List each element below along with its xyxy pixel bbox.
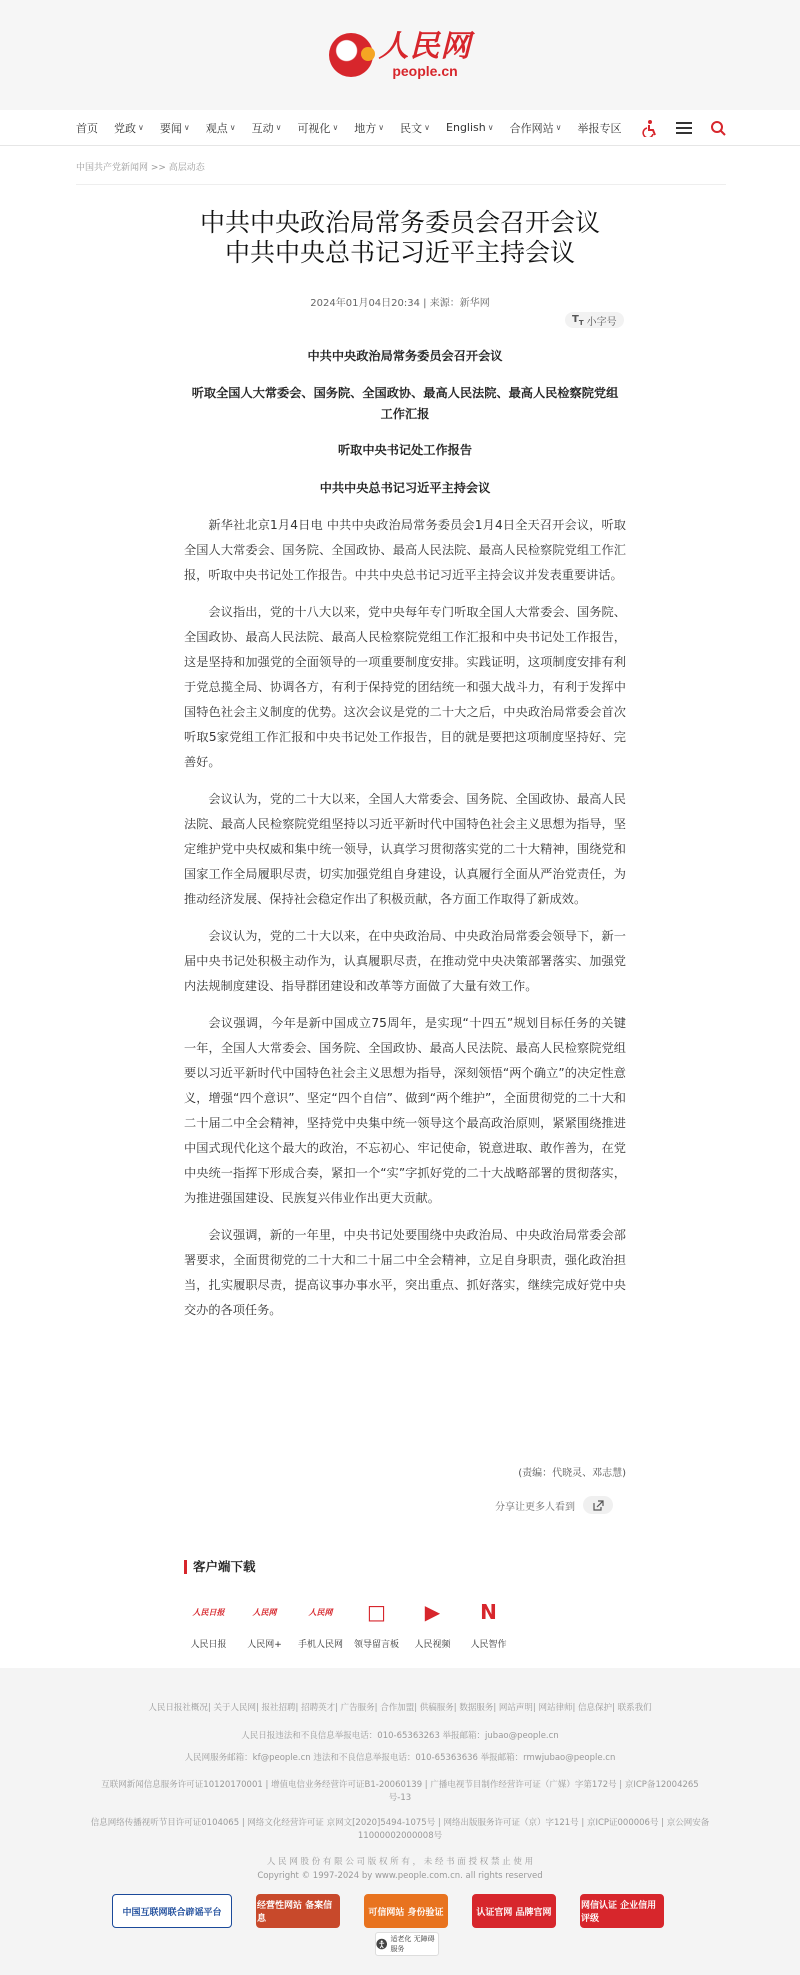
app-icon: N — [469, 1592, 509, 1632]
nav-item[interactable] — [206, 120, 236, 136]
footer-license-line: 信息网络传播视听节目许可证0104065 | 网络文化经营许可证 京网文[2020]5494-1075号 | 网络出版服务许可证（京）字121号 | 京ICP证000006号 | 京公网安备 — [90, 1818, 710, 1828]
nav-item-label: 观点 — [205, 121, 228, 135]
app-download-item[interactable] — [242, 1592, 287, 1650]
paragraph: 会议认为，党的二十大以来，全国人大常委会、国务院、全国政协、最高人民法院、最高人民检察院党组坚持以习近平新时代中国特色社会主义思想为指导，坚定维护党中央权威和集中统一领导，认真学习贯彻落实党的二十大精神，围绕党和国家工作全局履职尽责，切实加强党组自身建设，认真履行全面从严治党责任，为推动经济发展、保持社会稳定作出了积极贡献，各方面工作取得了新成效。 — [184, 792, 626, 906]
footer-license-line: 互联网新闻信息服务许可证10120170001 | 增值电信业务经营许可证B1-20060139 | 广播电视节目制作经营许可证（广媒）字第172号 | 京ICP备12004265 — [101, 1780, 699, 1790]
divider — [76, 184, 726, 185]
title-line-1: 中共中央政治局常务委员会召开会议 — [199, 208, 600, 237]
paragraph: 新华社北京1月4日电 中共中央政治局常务委员会1月4日全天召开会议，听取全国人大常委会、国务院、全国政协、最高人民法院、最高人民检察院党组工作汇报，听取中央书记处工作报告。中共中央总书记习近平主持会议并发表重要讲话。 — [184, 518, 626, 582]
font-size-label: 小字号 — [586, 316, 617, 328]
share-bar — [495, 1496, 613, 1514]
font-size-toggle[interactable] — [565, 312, 624, 328]
paragraph: 会议认为，党的二十大以来，在中央政治局、中央政治局常委会领导下，新一届中央书记处积极主动作为，认真履职尽责，在推动党中央决策部署落实、加强党内法规制度建设、指导群团建设和改革等方面做了大量有效工作。 — [184, 929, 626, 993]
chevron-down-icon: ∨ — [229, 123, 236, 132]
app-icon: 人民网 — [245, 1592, 285, 1632]
share-button[interactable] — [583, 1496, 613, 1514]
paragraph: 会议强调，今年是新中国成立75周年，是实现“十四五”规划目标任务的关键一年，全国人大常委会、国务院、全国政协、最高人民法院、最高人民检察院党组要以习近平新时代中国特色社会主义思想为指导，深刻领悟“两个确立”的决定性意义，增强“四个意识”、坚定“四个自信”、做到“两个维护”，全面贯彻党的二十大和二十届二中全会精神，坚持党中央集中统一领导这个最高政治原则，紧紧围绕推进中国式现代化这个最大的政治，不忘初心、牢记使命，锐意进取、敢作善为，在党中央统一指挥下形成合奏，紧扣一个“实”字抓好党的二十大战略部署的贯彻落实，为推进强国建设、民族复兴伟业作出更大贡献。 — [184, 1016, 626, 1205]
paragraph: 会议指出，党的十八大以来，党中央每年专门听取全国人大常委会、国务院、全国政协、最高人民法院、最高人民检察院党组工作汇报和中央书记处工作报告，这是坚持和加强党的全面领导的一项重要制度安排。实践证明，这项制度安排有利于党总揽全局、协调各方，有利于保持党的团结统一和强大战斗力，有利于发挥中国特色社会主义制度的优势。这次会议是党的二十大之后，中央政治局常委会首次听取5家党组工作汇报和中央书记处工作报告，目的就是要把这项制度坚持好、完善好。 — [184, 605, 626, 769]
site-header — [0, 0, 800, 110]
nav-item-label: 首页 — [76, 121, 98, 135]
accessibility-icon — [376, 1937, 387, 1951]
article-meta: 2024年01月04日20:34 | 来源：新华网 — [310, 298, 490, 309]
footer-service-line: 人民网服务邮箱：kf@people.cn 违法和不良信息举报电话：010-65363636 举报邮箱：rmwjubao@people.cn — [184, 1753, 616, 1763]
nav-item-label: 互动 — [251, 121, 274, 135]
font-size-icon: $T_T$ — [572, 313, 584, 327]
footer-license-line: 11000002000008号 — [357, 1831, 443, 1841]
site-logo[interactable] — [329, 31, 472, 79]
app-label: 手机人民网 — [298, 1640, 344, 1650]
nav-item[interactable] — [446, 120, 494, 136]
nav-item-label: English — [446, 121, 486, 134]
chevron-down-icon: ∨ — [424, 123, 431, 132]
footer-license-line: 号-13 — [388, 1793, 412, 1803]
nav-item[interactable] — [114, 120, 144, 136]
trust-badge[interactable]: 经营性网站 备案信息 — [256, 1894, 340, 1928]
trust-badge[interactable]: 网信认证 企业信用评级 — [580, 1894, 664, 1928]
nav-item[interactable] — [252, 120, 282, 136]
app-download-item[interactable] — [298, 1592, 343, 1650]
nav-item-label: 地方 — [354, 121, 377, 135]
nav-item[interactable] — [510, 120, 562, 136]
nav-item-label: 民文 — [400, 121, 423, 135]
nav-item-label: 党政 — [114, 121, 136, 135]
app-download-item[interactable] — [354, 1592, 399, 1650]
chevron-down-icon: ∨ — [332, 123, 339, 132]
share-icon — [593, 1500, 604, 1511]
logo-mark-icon — [329, 33, 373, 77]
nav-item-label: 要闻 — [159, 121, 182, 135]
logo-english: people.cn — [392, 63, 458, 79]
nav-item-label: 合作网站 — [509, 121, 554, 135]
subheading: 中共中央总书记习近平主持会议 — [319, 481, 491, 495]
trust-badges — [112, 1894, 664, 1928]
accessibility-icon[interactable] — [641, 119, 659, 137]
nav-item-label: 可视化 — [297, 121, 331, 135]
chevron-down-icon: ∨ — [183, 123, 190, 132]
article-body — [184, 344, 626, 1323]
menu-icon[interactable] — [675, 119, 693, 137]
app-download-item[interactable] — [410, 1592, 455, 1650]
app-icon: 人民日报 — [189, 1592, 229, 1632]
search-icon[interactable] — [709, 119, 727, 137]
footer-links[interactable]: 人民日报社概况| 关于人民网| 报社招聘| 招聘英才| 广告服务| 合作加盟| 供稿服务| 数据服务| 网站声明| 网站律师| 信息保护| 联系我们 — [148, 1703, 652, 1713]
chevron-down-icon: ∨ — [275, 123, 282, 132]
footer-copyright: Copyright © 1997-2024 by www.people.com.cn. all rights reserved — [257, 1871, 543, 1881]
paragraph: 会议强调，新的一年里，中央书记处要围绕中央政治局、中央政治局常委会部署要求，全面贯彻党的二十大和二十届二中全会精神，立足自身职责，强化政治担当，扎实履职尽责，提高议事办事水平，突出重点、抓好落实，继续完成好党中央交办的各项任务。 — [184, 1228, 626, 1317]
elder-mode-button[interactable] — [375, 1932, 439, 1956]
nav-item[interactable] — [76, 120, 98, 136]
app-label: 人民视频 — [414, 1640, 451, 1650]
elder-mode-label: 适老化 无障碍服务 — [390, 1935, 435, 1953]
trust-badge[interactable]: 中国互联网联合辟谣平台 — [112, 1894, 232, 1928]
downloads-heading: 客户端下载 — [184, 1560, 256, 1574]
breadcrumb[interactable]: 中国共产党新闻网 >> 高层动态 — [76, 163, 205, 173]
share-label: 分享让更多人看到 — [495, 1501, 575, 1513]
main-nav — [0, 110, 800, 146]
nav-item[interactable] — [354, 120, 384, 136]
app-download-list — [186, 1592, 511, 1650]
nav-item[interactable] — [400, 120, 430, 136]
app-download-item[interactable] — [186, 1592, 231, 1650]
title-line-2: 中共中央总书记习近平主持会议 — [224, 238, 575, 267]
subheading: 听取全国人大常委会、国务院、全国政协、最高人民法院、最高人民检察院党组工作汇报 — [191, 386, 619, 421]
app-icon: 人民网 — [301, 1592, 341, 1632]
chevron-down-icon: ∨ — [555, 123, 562, 132]
app-icon: ▶ — [413, 1592, 453, 1632]
chevron-down-icon: ∨ — [138, 123, 144, 132]
app-label: 人民网+ — [247, 1640, 282, 1650]
subheading: 中共中央政治局常务委员会召开会议 — [307, 349, 503, 363]
article-title — [0, 208, 800, 268]
app-label: 人民日报 — [190, 1640, 227, 1650]
app-label: 人民智作 — [470, 1640, 507, 1650]
trust-badge[interactable]: 认证官网 品牌官网 — [472, 1894, 556, 1928]
nav-item[interactable] — [160, 120, 190, 136]
logo-chinese: 人民网 — [378, 29, 472, 64]
editor-credit: (责编：代晓灵、邓志慧) — [518, 1468, 626, 1479]
subheading: 听取中央书记处工作报告 — [337, 443, 473, 457]
footer-copyright: 人 民 网 股 份 有 限 公 司 版 权 所 有 ， 未 经 书 面 授 权 禁 止 使 用 — [266, 1857, 534, 1867]
nav-item[interactable] — [577, 120, 621, 136]
nav-item-label: 举报专区 — [577, 121, 622, 135]
chevron-down-icon: ∨ — [487, 123, 494, 132]
app-icon: □ — [357, 1592, 397, 1632]
chevron-down-icon: ∨ — [378, 123, 385, 132]
nav-item[interactable] — [297, 120, 338, 136]
footer-report-line: 人民日报违法和不良信息举报电话：010-65363263 举报邮箱：jubao@people.cn — [241, 1731, 559, 1741]
trust-badge[interactable]: 可信网站 身份验证 — [364, 1894, 448, 1928]
app-label: 领导留言板 — [354, 1640, 400, 1650]
app-download-item[interactable] — [466, 1592, 511, 1650]
